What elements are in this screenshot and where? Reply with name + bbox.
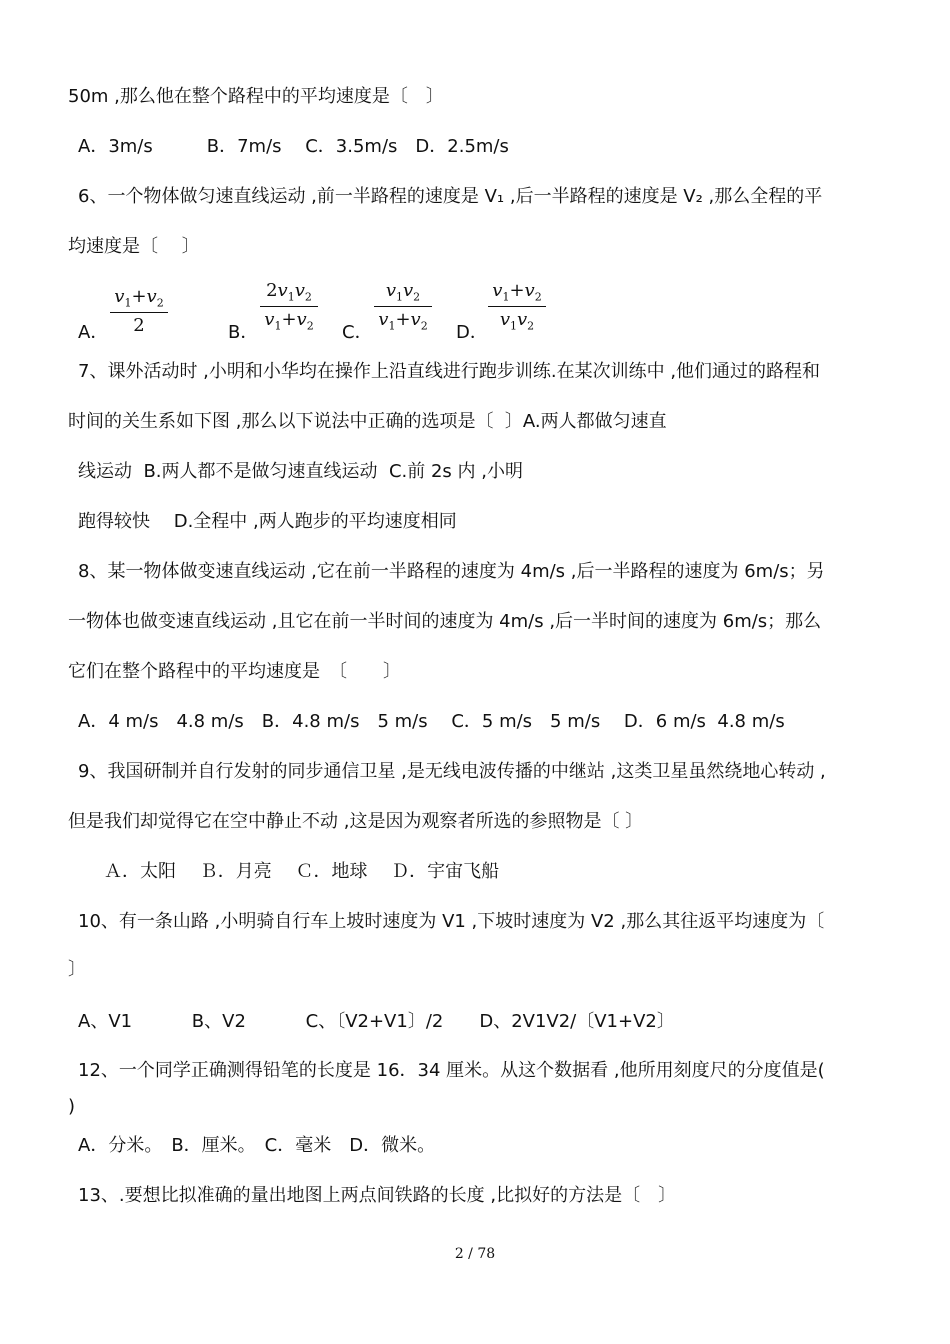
option-b-formula: $2v_1v_2$ $v_1+v_2$ bbox=[260, 280, 318, 332]
text-line: A．3m/s B．7m/s C．3.5m/s D．2.5m/s bbox=[78, 136, 509, 157]
text-line: ) bbox=[68, 1096, 76, 1117]
text-line: 8、某一物体做变速直线运动 ,它在前一半路程的速度为 4m/s ,后一半路程的速度为 6m/s；另 bbox=[78, 561, 825, 582]
option-c-formula: $v_1v_2$ $v_1+v_2$ bbox=[374, 280, 432, 332]
text-line: 但是我们却觉得它在空中静止不动 ,这是因为观察者所选的参照物是〔 〕 bbox=[68, 811, 644, 832]
text-line: 6、一个物体做匀速直线运动 ,前一半路程的速度是 V₁ ,后一半路程的速度是 V₂ ,那么全程的平 bbox=[78, 186, 823, 207]
text-line: Ａ．太阳 Ｂ．月亮 Ｃ．地球 Ｄ．宇宙飞船 bbox=[104, 861, 500, 882]
option-d-label: D． bbox=[456, 322, 488, 343]
text-line: A．分米。 B．厘米。 C．毫米 D．微米。 bbox=[78, 1135, 436, 1156]
text-line: 7、课外活动时 ,小明和小华均在操作上沿直线进行跑步训练.在某次训练中 ,他们通过的路程和 bbox=[78, 361, 821, 382]
page-number: 2 / 78 bbox=[454, 1246, 496, 1262]
text-line: 一物体也做变速直线运动 ,且它在前一半时间的速度为 4m/s ,后一半时间的速度为 6m/s；那么 bbox=[68, 611, 822, 632]
option-b-label: B． bbox=[228, 322, 259, 343]
text-line: 12、一个同学正确测得铅笔的长度是 16．34 厘米。从这个数据看 ,他所用刻度尺的分度值是( bbox=[78, 1060, 825, 1081]
option-a-formula: $v_1+v_2$ 2 bbox=[110, 286, 168, 336]
text-line: 均速度是〔 〕 bbox=[68, 236, 200, 257]
text-line: 线运动 B.两人都不是做匀速直线运动 C.前 2s 内 ,小明 bbox=[78, 461, 523, 482]
text-line: 跑得较快 D.全程中 ,两人跑步的平均速度相同 bbox=[78, 511, 457, 532]
option-c-label: C． bbox=[342, 322, 373, 343]
text-line: 10、有一条山路 ,小明骑自行车上坡时速度为 V1 ,下坡时速度为 V2 ,那么其往返平均速度为〔 bbox=[78, 911, 825, 932]
text-line: 时间的关生系如下图 ,那么以下说法中正确的选项是〔 〕A.两人都做匀速直 bbox=[68, 411, 667, 432]
text-line: 它们在整个路程中的平均速度是 〔 〕 bbox=[68, 661, 401, 682]
text-line: A、V1 B、V2 C、〔V2+V1〕/2 D、2V1V2/〔V1+V2〕 bbox=[78, 1011, 675, 1032]
text-line: 9、我国研制并自行发射的同步通信卫星 ,是无线电波传播的中继站 ,这类卫星虽然绕地心转动 , bbox=[78, 761, 826, 782]
text-line: A．4 m/s 4.8 m/s B．4.8 m/s 5 m/s C．5 m/s 5 m/s D．6 m/s 4.8 m/s bbox=[78, 711, 785, 732]
text-line: 50m ,那么他在整个路程中的平均速度是〔 〕 bbox=[68, 86, 444, 107]
text-line: 〕 bbox=[68, 959, 86, 980]
option-a-label: A． bbox=[78, 322, 109, 343]
option-d-formula: $v_1+v_2$ $v_1v_2$ bbox=[488, 280, 546, 332]
text-line: 13、.要想比拟准确的量出地图上两点间铁路的长度 ,比拟好的方法是〔 〕 bbox=[78, 1185, 677, 1206]
